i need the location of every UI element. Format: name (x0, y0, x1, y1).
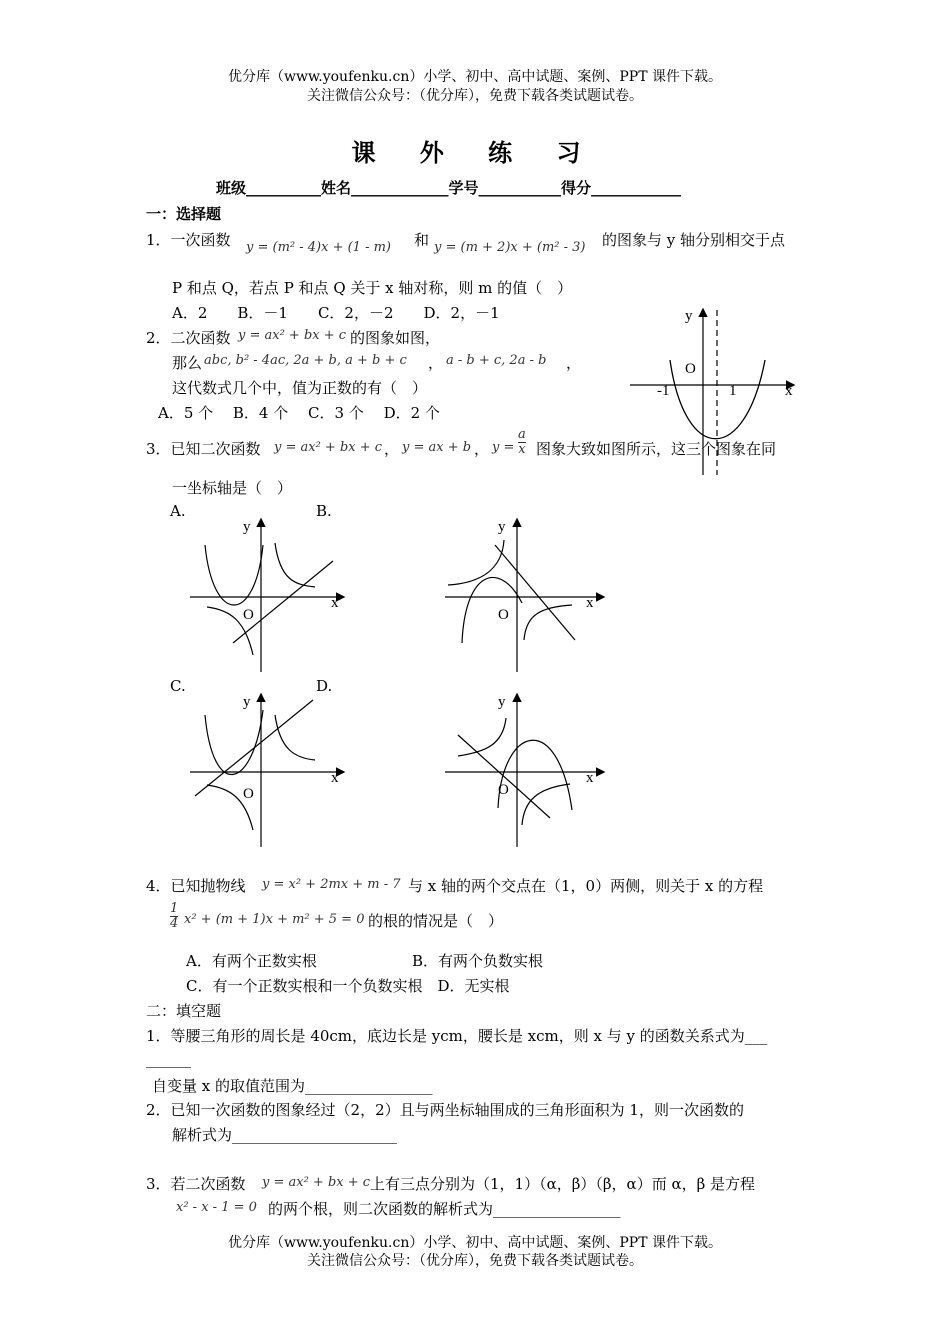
footer-line-2: 关注微信公众号：（优分库），免费下载各类试题试卷。 (307, 1253, 643, 1269)
parabola-curve (205, 545, 263, 605)
q3-func3-lhs: y = (492, 440, 515, 455)
q1-func1: y = (m² - 4)x + (1 - m) (246, 240, 391, 255)
q4-frac-num: 1 (170, 901, 179, 916)
y-label: y (243, 519, 251, 535)
footer-line-1: 优分库（www.youfenku.cn）小学、初中、高中试题、案例、PPT 课件下载。 (227, 1235, 722, 1251)
q3-graph-b (440, 515, 610, 675)
q4-prefix: 4．已知抛物线 (146, 877, 246, 895)
q3-sep1: ， (384, 440, 400, 458)
q2-sep2: ， (566, 354, 582, 372)
s2-q2-line2: 解析式为______________________ (172, 1126, 398, 1144)
q4-option-b: B．有两个负数实根 (412, 952, 544, 970)
q3-suffix: 图象大致如图所示，这三个图象在同 (536, 440, 777, 458)
origin-label: O (685, 361, 696, 377)
line-graph (195, 700, 313, 796)
origin-label: O (243, 786, 254, 802)
y-label: y (685, 308, 693, 324)
q1-line2: P 和点 Q，若点 P 和点 Q 关于 x 轴对称，则 m 的值（ ） (172, 279, 573, 297)
s2-q1-line1: 1．等腰三角形的周长是 40cm，底边长是 ycm，腰长是 xcm，则 x 与 y 的函数关系式为___ (146, 1027, 768, 1045)
neg1-label: -1 (657, 383, 670, 399)
origin-label: O (498, 607, 509, 623)
x-label: x (331, 770, 339, 786)
q2-func: y = ax² + bx + c (238, 328, 347, 343)
q4-eq-suffix: 的根的情况是（ ） (368, 912, 504, 930)
q3-frac-den: x (518, 442, 526, 457)
y-label: y (243, 694, 251, 710)
q1-func2: y = (m + 2)x + (m² - 3) (434, 240, 586, 255)
parabola-curve (462, 577, 522, 643)
q4-func: y = x² + 2mx + m - 7 (262, 877, 401, 892)
q4-frac-den: 4 (170, 916, 179, 931)
s2-q3-func: y = ax² + bx + c (262, 1175, 371, 1190)
q3-prefix: 3．已知二次函数 (146, 440, 261, 458)
hyperbola-branch-upper (448, 540, 504, 585)
q3-sep2: ， (474, 440, 490, 458)
student-info-line: 班级__________姓名_____________学号___________得分____________ (216, 179, 682, 197)
q1-prefix: 1．一次函数 (146, 231, 231, 249)
line-graph (233, 561, 333, 643)
x-label: x (331, 595, 339, 611)
q2-line3: 这代数式几个中，值为正数的有（ ） (172, 379, 428, 397)
s2-q3-equation: x² - x - 1 = 0 (176, 1200, 257, 1215)
y-label: y (498, 519, 506, 535)
q3-label-b: B. (316, 502, 332, 520)
line-graph (458, 735, 550, 818)
q2-exprs2: a - b + c, 2a - b (446, 353, 547, 368)
x-label: x (586, 595, 594, 611)
parabola-curve (498, 740, 572, 810)
q2-options: A．5 个 B．4 个 C．3 个 D．2 个 (158, 404, 440, 422)
q1-suffix: 的图象与 y 轴分别相交于点 (602, 231, 786, 249)
q4-option-cd: C．有一个正数实根和一个负数实根 D．无实根 (186, 977, 510, 995)
q3-graph-c (185, 690, 350, 850)
q3-func2: y = ax + b (402, 440, 472, 455)
hyperbola-branch-upper (275, 715, 315, 760)
q1-and: 和 (414, 231, 430, 249)
origin-label: O (498, 782, 509, 798)
q3-frac-num: a (518, 427, 526, 442)
one-label: 1 (729, 383, 737, 399)
q2-exprs1: abc, b² - 4ac, 2a + b, a + b + c (204, 353, 407, 368)
q2-sep: ， (428, 354, 444, 372)
line-graph (495, 545, 575, 640)
hyperbola-branch-lower (522, 784, 570, 825)
s2-q2-line1: 2．已知一次函数的图象经过（2，2）且与两坐标轴围成的三角形面积为 1，则一次函数的 (146, 1101, 744, 1119)
q2-suffix: 的图象如图， (350, 329, 441, 347)
q3-line2: 一坐标轴是（ ） (172, 479, 293, 497)
q3-label-c: C. (170, 677, 186, 695)
q3-func1: y = ax² + bx + c (274, 440, 383, 455)
hyperbola-branch-lower (524, 605, 572, 640)
hyperbola-branch-upper (458, 718, 506, 756)
x-label: x (785, 383, 793, 399)
s2-q3-prefix: 3．若二次函数 (146, 1175, 246, 1193)
s2-q1-line2: ______ (146, 1050, 191, 1068)
y-label: y (498, 694, 506, 710)
s2-q3-line2-suffix: 的两个根，则二次函数的解析式为_________________ (268, 1200, 621, 1218)
q4-option-a: A．有两个正数实根 (186, 952, 317, 970)
q3-func3-frac (518, 428, 526, 457)
q2-line2-prefix: 那么 (172, 354, 203, 372)
q3-label-d: D. (316, 677, 333, 695)
header-line-1: 优分库（www.youfenku.cn）小学、初中、高中试题、案例、PPT 课件下载。 (227, 69, 722, 85)
s2-q1-line3: 自变量 x 的取值范围为_________________ (152, 1077, 433, 1095)
q3-label-a: A. (170, 502, 186, 520)
s2-q3-suffix: 上有三点分别为（1，1）（α，β）（β，α）而 α，β 是方程 (370, 1175, 756, 1193)
q2-prefix: 2．二次函数 (146, 329, 231, 347)
q1-options: A．2 B．－1 C．2，－2 D．2，－1 (172, 304, 500, 322)
origin-label: O (243, 607, 254, 623)
q3-graph-a (185, 515, 350, 675)
header-line-2: 关注微信公众号：（优分库），免费下载各类试题试卷。 (307, 88, 643, 104)
q4-equation: x² + (m + 1)x + m² + 5 = 0 (184, 912, 365, 927)
section1-heading: 一：选择题 (146, 205, 222, 223)
q4-eq-frac (170, 902, 178, 931)
q3-graph-d (440, 690, 610, 850)
q4-suffix: 与 x 轴的两个交点在（1，0）两侧，则关于 x 的方程 (408, 877, 764, 895)
page-title: 课 外 练 习 (351, 138, 599, 167)
section2-heading: 二：填空题 (146, 1002, 222, 1020)
x-label: x (586, 770, 594, 786)
